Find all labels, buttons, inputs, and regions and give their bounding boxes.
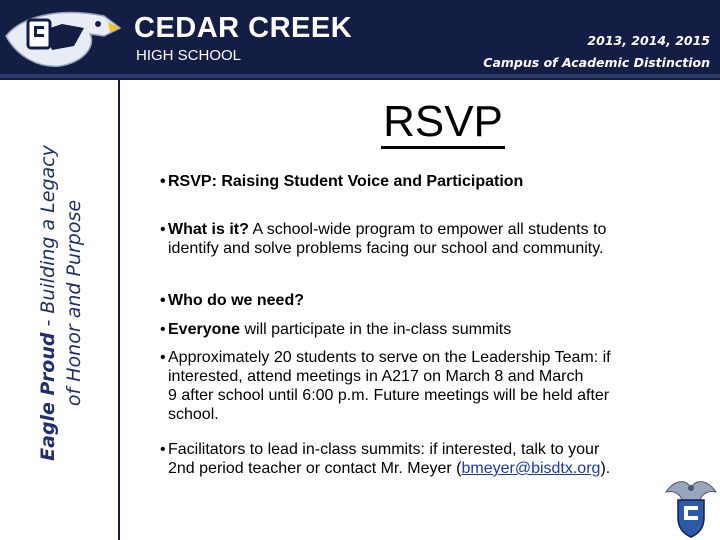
bullet-text: 2nd period teacher or contact Mr. Meyer ( <box>168 460 462 477</box>
bullet-dot: • <box>160 349 166 366</box>
bullet-dot: • <box>160 441 166 458</box>
email-link[interactable]: bmeyer@bisdtx.org <box>461 460 601 477</box>
bullet-line: school. <box>168 406 219 423</box>
header-divider <box>0 74 720 78</box>
slide-title-text: RSVP <box>381 97 505 149</box>
distinction-years: 2013, 2014, 2015 <box>587 33 710 48</box>
bullet-what-is-it <box>160 220 680 258</box>
bullet-text: A school-wide program to empower all students to <box>248 221 607 238</box>
eagle-logo-icon <box>4 6 122 72</box>
slide-title <box>318 97 568 146</box>
bullet-line <box>160 348 680 367</box>
eagle-crest-icon <box>664 476 718 538</box>
bullet-line <box>160 220 680 239</box>
bullet-text: Facilitators to lead in-class summits: if interested, talk to your <box>168 441 600 458</box>
bullet-text: Approximately 20 students to serve on the Leadership Team: if <box>168 349 611 366</box>
bullet-line <box>160 459 680 478</box>
distinction-label: Campus of Academic Distinction <box>483 55 710 70</box>
bullet-line: interested, attend meetings in A217 on March 8 and March <box>168 368 584 385</box>
bullet-leadership-team <box>160 348 680 424</box>
bullet-dot: • <box>160 173 166 190</box>
bullet-dot: • <box>160 221 166 238</box>
bullet-text: Who do we need? <box>168 292 304 309</box>
distinction-text <box>410 30 710 74</box>
bullet-line: 9 after school until 6:00 p.m. Future meetings will be held after <box>168 387 610 404</box>
slogan-bold: Eagle Proud <box>37 332 59 461</box>
slogan-line-1 <box>35 123 61 483</box>
bullet-label: Everyone <box>168 321 241 338</box>
bullet-text: will participate in the in-class summits <box>240 321 512 338</box>
bullet-everyone <box>160 320 680 339</box>
slogan-rest-1: - Building a Legacy <box>37 145 59 333</box>
bullet-rsvp-definition <box>160 172 680 191</box>
school-subtitle: HIGH SCHOOL <box>136 47 242 64</box>
bullet-dot: • <box>160 321 166 338</box>
slogan-line-2: of Honor and Purpose <box>63 199 85 407</box>
bullet-line <box>160 440 680 459</box>
bullet-who-do-we-need <box>160 291 680 310</box>
bullet-dot: • <box>160 292 166 309</box>
school-name: CEDAR CREEK <box>134 12 353 44</box>
bullet-facilitators <box>160 440 680 478</box>
bullet-label: What is it? <box>168 221 249 238</box>
header-banner <box>0 0 720 80</box>
bullet-text: RSVP: Raising Student Voice and Participation <box>168 173 524 190</box>
sidebar-slogan <box>35 123 87 483</box>
bullet-line: identify and solve problems facing our school and community. <box>168 240 604 257</box>
bullet-text: ). <box>600 460 611 477</box>
